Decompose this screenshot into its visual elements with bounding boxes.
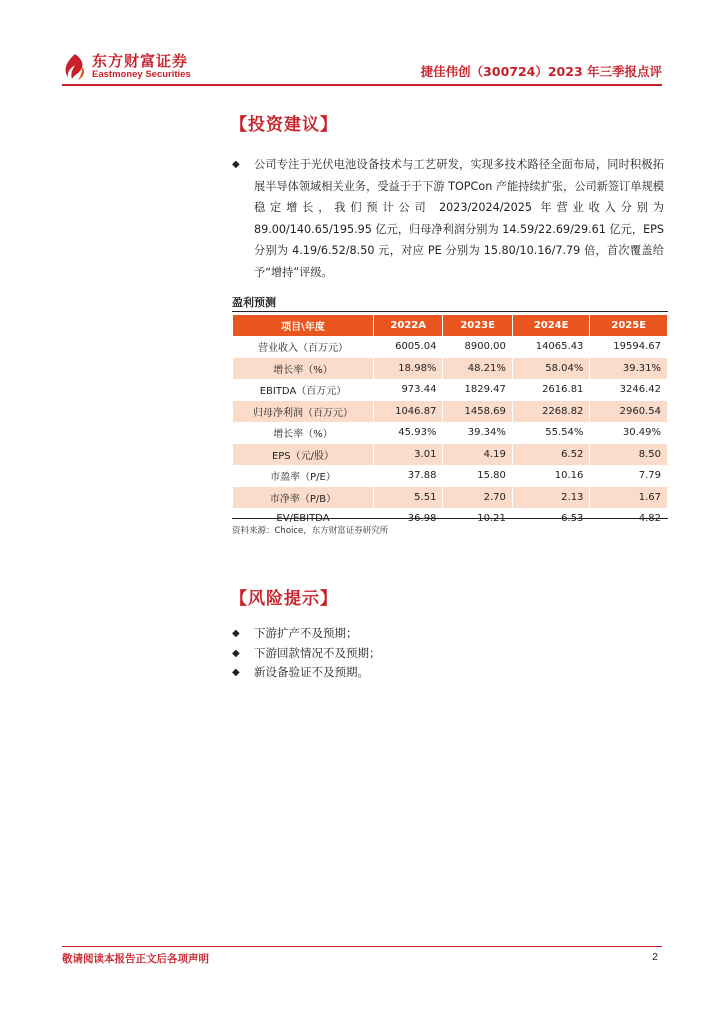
- table-cell: 8.50: [590, 444, 668, 466]
- table-cell: 45.93%: [374, 422, 443, 444]
- row-label: EBITDA（百万元）: [233, 379, 374, 401]
- table-cell: 2960.54: [590, 401, 668, 423]
- table-cell: 7.79: [590, 465, 668, 487]
- risk-item-text: 新设备验证不及预期。: [254, 665, 369, 679]
- list-item: [232, 624, 381, 644]
- table-header-cell: 2025E: [590, 315, 668, 337]
- table-cell: 36.98: [374, 508, 443, 530]
- table-header-row: [233, 315, 668, 337]
- table-row: [233, 487, 668, 509]
- footer-disclaimer: 敬请阅读本报告正文后各项声明: [62, 953, 209, 965]
- table-cell: 39.31%: [590, 358, 668, 380]
- table-cell: 8900.00: [443, 336, 512, 358]
- table-bottom-rule: [232, 518, 668, 519]
- table-cell: 58.04%: [512, 358, 590, 380]
- table-header-cell: 2024E: [512, 315, 590, 337]
- table-cell: 10.16: [512, 465, 590, 487]
- table-row: [233, 401, 668, 423]
- table-cell: 6005.04: [374, 336, 443, 358]
- list-item: [232, 644, 381, 664]
- report-title: 捷佳伟创（300724）2023 年三季报点评: [420, 64, 662, 79]
- eastmoney-logo: [62, 50, 212, 86]
- table-cell: 1458.69: [443, 401, 512, 423]
- table-cell: 14065.43: [512, 336, 590, 358]
- eastmoney-flame-icon: [62, 53, 88, 81]
- row-label: 增长率（%）: [233, 422, 374, 444]
- row-label: 市盈率（P/E）: [233, 465, 374, 487]
- investment-advice-title: 【投资建议】: [230, 115, 338, 135]
- table-row: [233, 465, 668, 487]
- row-label: EPS（元/股）: [233, 444, 374, 466]
- table-cell: 6.53: [512, 508, 590, 530]
- table-cell: 18.98%: [374, 358, 443, 380]
- table-cell: 2.13: [512, 487, 590, 509]
- row-label: 市净率（P/B）: [233, 487, 374, 509]
- page-number: 2: [652, 951, 658, 963]
- table-top-rule: [232, 311, 668, 312]
- investment-advice-text: 公司专注于光伏电池设备技术与工艺研发，实现多技术路径全面布局，同时积极拓展半导体领域相关业务，受益于于下游 TOPCon 产能持续扩张，公司新签订单规模稳定增长，我们预计公司 2023/2024/2025 年营业收入分别为 89.00/140.65/195.95 亿元，归母净利润分别为 14.59/22.69/29.61 亿元，EPS 分别为 4.19/6.52/8.50 元，对应 PE 分别为 15.80/10.16/7.79 倍，首次覆盖给予“增持”评级。: [254, 158, 664, 279]
- diamond-bullet-icon: ◆: [232, 667, 240, 678]
- table-row: [233, 422, 668, 444]
- forecast-table-title: 盈利预测: [232, 296, 276, 309]
- investment-advice-paragraph: [232, 154, 664, 283]
- table-cell: 30.49%: [590, 422, 668, 444]
- table-cell: 6.52: [512, 444, 590, 466]
- table-cell: 3.01: [374, 444, 443, 466]
- risk-warning-title: 【风险提示】: [230, 589, 338, 609]
- table-header-cell: 项目\年度: [233, 315, 374, 337]
- row-label: EV/EBITDA: [233, 508, 374, 530]
- row-label: 增长率（%）: [233, 358, 374, 380]
- table-source-note: 资料来源：Choice，东方财富证券研究所: [232, 526, 389, 536]
- table-header-cell: 2022A: [374, 315, 443, 337]
- logo-chinese-text: 东方财富证券: [92, 52, 189, 70]
- table-cell: 48.21%: [443, 358, 512, 380]
- footer-divider: [62, 946, 662, 947]
- row-label: 营业收入（百万元）: [233, 336, 374, 358]
- table-cell: 2616.81: [512, 379, 590, 401]
- list-item: [232, 663, 381, 683]
- risk-list: [232, 624, 381, 683]
- table-row: [233, 336, 668, 358]
- table-cell: 19594.67: [590, 336, 668, 358]
- table-cell: 4.82: [590, 508, 668, 530]
- table-cell: 10.21: [443, 508, 512, 530]
- table-cell: 15.80: [443, 465, 512, 487]
- table-cell: 3246.42: [590, 379, 668, 401]
- table-cell: 2.70: [443, 487, 512, 509]
- forecast-table: [232, 314, 668, 530]
- table-row: [233, 358, 668, 380]
- table-cell: 39.34%: [443, 422, 512, 444]
- table-cell: 1829.47: [443, 379, 512, 401]
- table-header-cell: 2023E: [443, 315, 512, 337]
- diamond-bullet-icon: ◆: [232, 628, 240, 639]
- table-row: [233, 444, 668, 466]
- table-cell: 5.51: [374, 487, 443, 509]
- header-divider: [62, 84, 662, 86]
- logo-english-text: Eastmoney Securities: [92, 69, 191, 80]
- diamond-bullet-icon: ◆: [232, 159, 240, 170]
- table-cell: 2268.82: [512, 401, 590, 423]
- table-cell: 1.67: [590, 487, 668, 509]
- risk-item-text: 下游回款情况不及预期；: [254, 645, 381, 660]
- table-cell: 1046.87: [374, 401, 443, 423]
- risk-item-text: 下游扩产不及预期；: [254, 626, 358, 640]
- diamond-bullet-icon: ◆: [232, 647, 240, 659]
- table-cell: 37.88: [374, 465, 443, 487]
- row-label: 归母净利润（百万元）: [233, 401, 374, 423]
- table-cell: 55.54%: [512, 422, 590, 444]
- table-cell: 4.19: [443, 444, 512, 466]
- table-cell: 973.44: [374, 379, 443, 401]
- table-row: [233, 379, 668, 401]
